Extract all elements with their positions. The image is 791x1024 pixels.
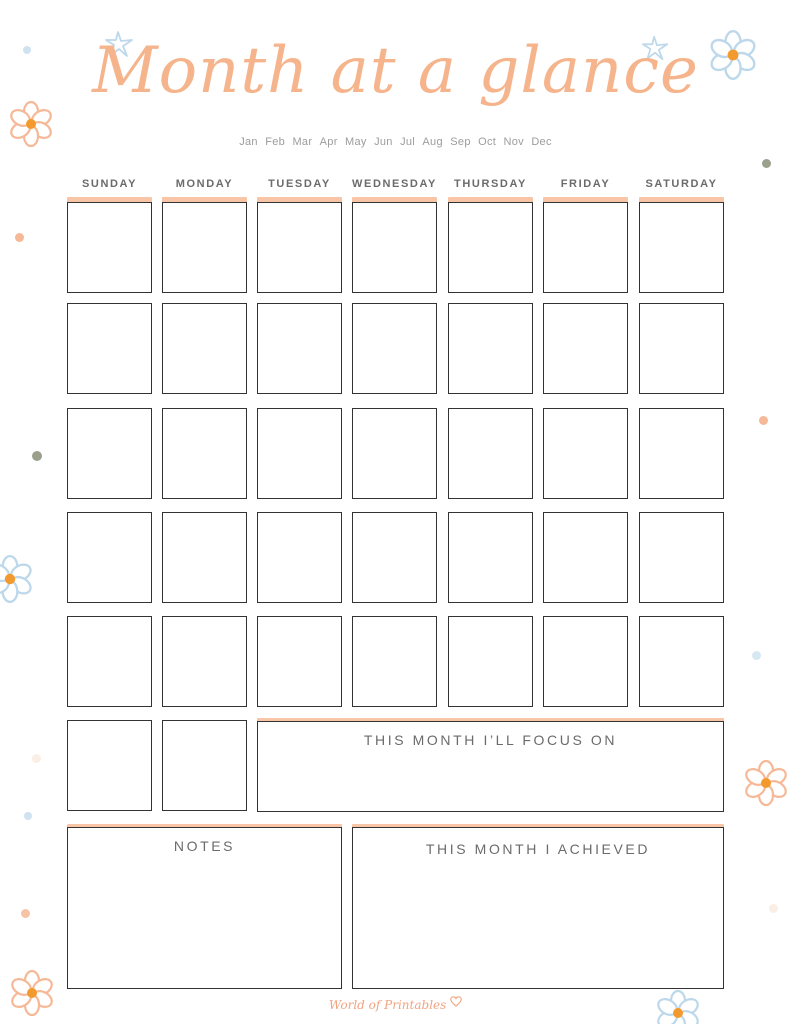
day-cell[interactable] (67, 720, 152, 811)
day-cell[interactable] (543, 202, 628, 293)
month-label[interactable]: Feb (265, 136, 286, 148)
day-cell[interactable] (543, 408, 628, 499)
day-cell[interactable] (162, 616, 247, 707)
day-cell[interactable] (448, 303, 533, 394)
decor-dot (759, 416, 768, 425)
daisy-icon (741, 757, 791, 809)
decor-dot (752, 651, 761, 660)
month-label[interactable]: Sep (450, 136, 471, 148)
day-cell[interactable] (639, 512, 724, 603)
day-header-friday: FRIDAY (560, 178, 611, 190)
month-label[interactable]: Oct (478, 136, 497, 148)
month-label[interactable]: Dec (531, 136, 552, 148)
day-header-tuesday: TUESDAY (268, 178, 331, 190)
day-cell[interactable] (257, 303, 342, 394)
decor-dot (24, 812, 32, 820)
footer-brand (0, 996, 791, 1012)
day-cell[interactable] (543, 616, 628, 707)
day-cell[interactable] (257, 616, 342, 707)
decor-dot (21, 909, 30, 918)
day-cell[interactable] (639, 303, 724, 394)
daisy-icon (0, 553, 36, 605)
notes-box[interactable] (67, 827, 342, 989)
month-label[interactable]: Jun (374, 136, 393, 148)
achieved-box[interactable] (352, 827, 724, 989)
day-cell[interactable] (448, 408, 533, 499)
focus-box[interactable] (257, 721, 724, 812)
heart-icon (450, 996, 462, 1007)
month-label[interactable]: May (345, 136, 367, 148)
decor-dot (32, 451, 42, 461)
day-cell[interactable] (67, 408, 152, 499)
decor-dot (762, 159, 771, 168)
decor-dot (32, 754, 41, 763)
focus-label: THIS MONTH I’LL FOCUS ON (363, 732, 618, 748)
day-header-thursday: THURSDAY (454, 178, 527, 190)
day-cell[interactable] (543, 303, 628, 394)
day-cell[interactable] (67, 512, 152, 603)
day-cell[interactable] (352, 616, 437, 707)
day-cell[interactable] (639, 616, 724, 707)
notes-label: NOTES (173, 838, 236, 854)
day-cell[interactable] (352, 303, 437, 394)
day-cell[interactable] (448, 616, 533, 707)
day-cell[interactable] (639, 408, 724, 499)
day-cell[interactable] (257, 202, 342, 293)
day-header-monday: MONDAY (175, 178, 234, 190)
day-cell[interactable] (352, 408, 437, 499)
decor-dot (769, 904, 778, 913)
day-cell[interactable] (352, 512, 437, 603)
month-label[interactable]: Nov (503, 136, 524, 148)
day-cell[interactable] (162, 720, 247, 811)
day-cell[interactable] (448, 512, 533, 603)
day-header-wednesday: WEDNESDAY (352, 178, 437, 190)
day-cell[interactable] (67, 303, 152, 394)
day-cell[interactable] (257, 512, 342, 603)
page-title: Month at a glance (92, 34, 699, 108)
month-label[interactable]: Aug (422, 136, 443, 148)
day-cell[interactable] (162, 303, 247, 394)
day-header-sunday: SUNDAY (81, 178, 138, 190)
month-label[interactable]: Jan (239, 136, 258, 148)
day-cell[interactable] (448, 202, 533, 293)
day-cell[interactable] (257, 408, 342, 499)
day-cell[interactable] (162, 512, 247, 603)
month-label[interactable]: Apr (319, 136, 338, 148)
achieved-label: THIS MONTH I ACHIEVED (425, 841, 651, 857)
month-label[interactable]: Jul (400, 136, 416, 148)
month-list (0, 136, 791, 148)
day-cell[interactable] (67, 616, 152, 707)
month-label[interactable]: Mar (292, 136, 313, 148)
day-cell[interactable] (352, 202, 437, 293)
day-cell[interactable] (162, 202, 247, 293)
day-cell[interactable] (639, 202, 724, 293)
decor-dot (15, 233, 24, 242)
day-cell[interactable] (67, 202, 152, 293)
footer-text: World of Printables (328, 998, 447, 1012)
day-cell[interactable] (162, 408, 247, 499)
day-cell[interactable] (543, 512, 628, 603)
day-header-saturday: SATURDAY (645, 178, 718, 190)
